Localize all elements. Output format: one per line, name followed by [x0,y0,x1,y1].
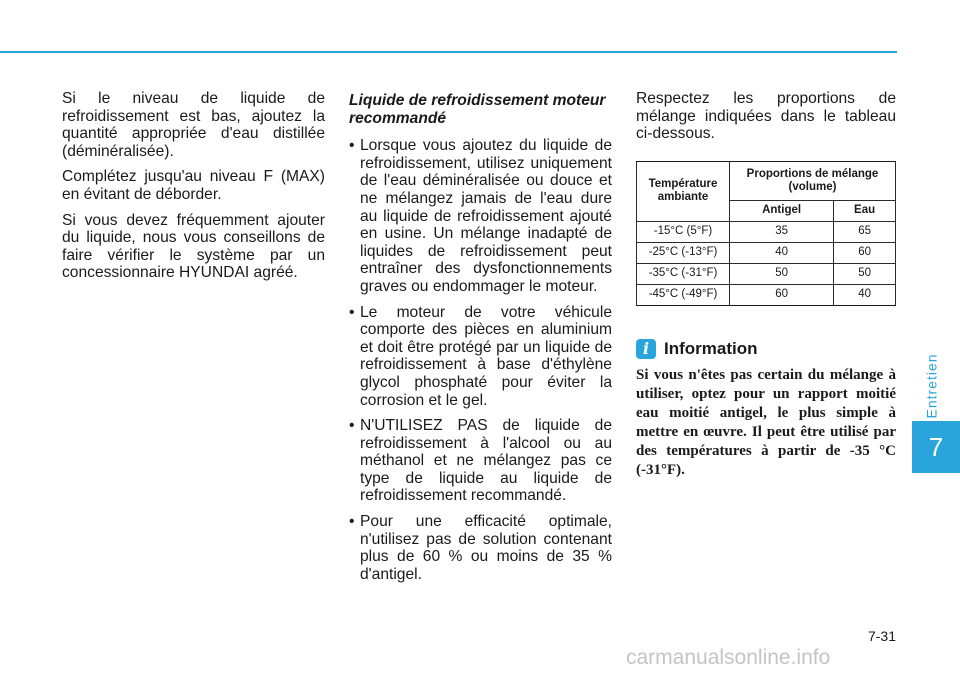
cell-eau: 50 [834,263,896,284]
bullet-item: • Lorsque vous ajoutez du liquide de refroidissement, utilisez uniquement de l'eau déminéralisée ou douce et ne mélangez jamais de l'eau dure au liquide de refroidissement ajouté en usine. Un mélange inadapté de liquides de refroidissement peut entraîner des dysfonctionnements graves ou endommager le moteur. [349,137,612,295]
bullet-item: • Pour une efficacité optimale, n'utilisez pas de solution contenant plus de 60 % ou moins de 35 % d'antigel. [349,513,612,583]
cell-temperature: -15°C (5°F) [637,221,730,242]
cell-eau: 60 [834,242,896,263]
cell-eau: 65 [834,221,896,242]
cell-antigel: 50 [730,263,834,284]
paragraph: Si le niveau de liquide de refroidissement est bas, ajoutez la quantité appropriée d'eau distillée (déminéralisée). [62,90,325,160]
info-icon: i [636,339,656,359]
cell-temperature: -45°C (-49°F) [637,284,730,305]
table-row [637,263,896,284]
column-middle [349,90,612,591]
section-side-label [912,350,952,422]
bullet-item: • Le moteur de votre véhicule comporte des pièces en aluminium et doit être protégé par un liquide de refroidissement à base d'éthylène glycol phosphaté pour éviter la corrosion et le gel. [349,304,612,410]
page-number: 7-31 [867,628,896,644]
cell-temperature: -35°C (-31°F) [637,263,730,284]
information-title: Information [664,338,758,358]
table-header-antigel: Antigel [730,200,834,221]
table-row [637,242,896,263]
information-body: Si vous n'êtes pas certain du mélange à utiliser, optez pour un rapport moitié eau moitié antigel, le plus simple à mettre en œuvre. Il peut être utilisé par des températures à partir de -35 °C (-31°F). [636,366,896,478]
information-header [636,338,896,360]
paragraph: Si vous devez fréquemment ajouter du liquide, nous vous conseillons de faire vérifier le système par un concessionnaire HYUNDAI agréé. [62,211,325,282]
table-row [637,284,896,305]
section-label-text: Entretien [924,353,941,419]
cell-eau: 40 [834,284,896,305]
chapter-number-tab: 7 [912,421,960,473]
column-left [62,90,325,290]
top-divider-line [0,51,897,53]
table-row [637,221,896,242]
cell-antigel: 40 [730,242,834,263]
cell-antigel: 60 [730,284,834,305]
paragraph: Complétez jusqu'au niveau F (MAX) en évitant de déborder. [62,168,325,203]
intro-paragraph: Respectez les proportions de mélange indiquées dans le tableau ci-dessous. [636,90,896,143]
section-title: Liquide de refroidissement moteur recommandé [349,92,606,127]
coolant-mixture-table [636,161,896,306]
table-header-temperature: Température ambiante [637,161,730,221]
cell-antigel: 35 [730,221,834,242]
bullet-list [349,137,612,583]
table-header-eau: Eau [834,200,896,221]
bullet-item: • N'UTILISEZ PAS de liquide de refroidissement à l'alcool ou au méthanol et ne mélangez pas ce type de liquide au liquide de refroidissement recommandé. [349,417,612,505]
table-header-mixture: Proportions de mélange (volume) [730,161,896,200]
column-right [636,90,896,480]
cell-temperature: -25°C (-13°F) [637,242,730,263]
watermark-text: carmanualsonline.info [626,646,831,669]
